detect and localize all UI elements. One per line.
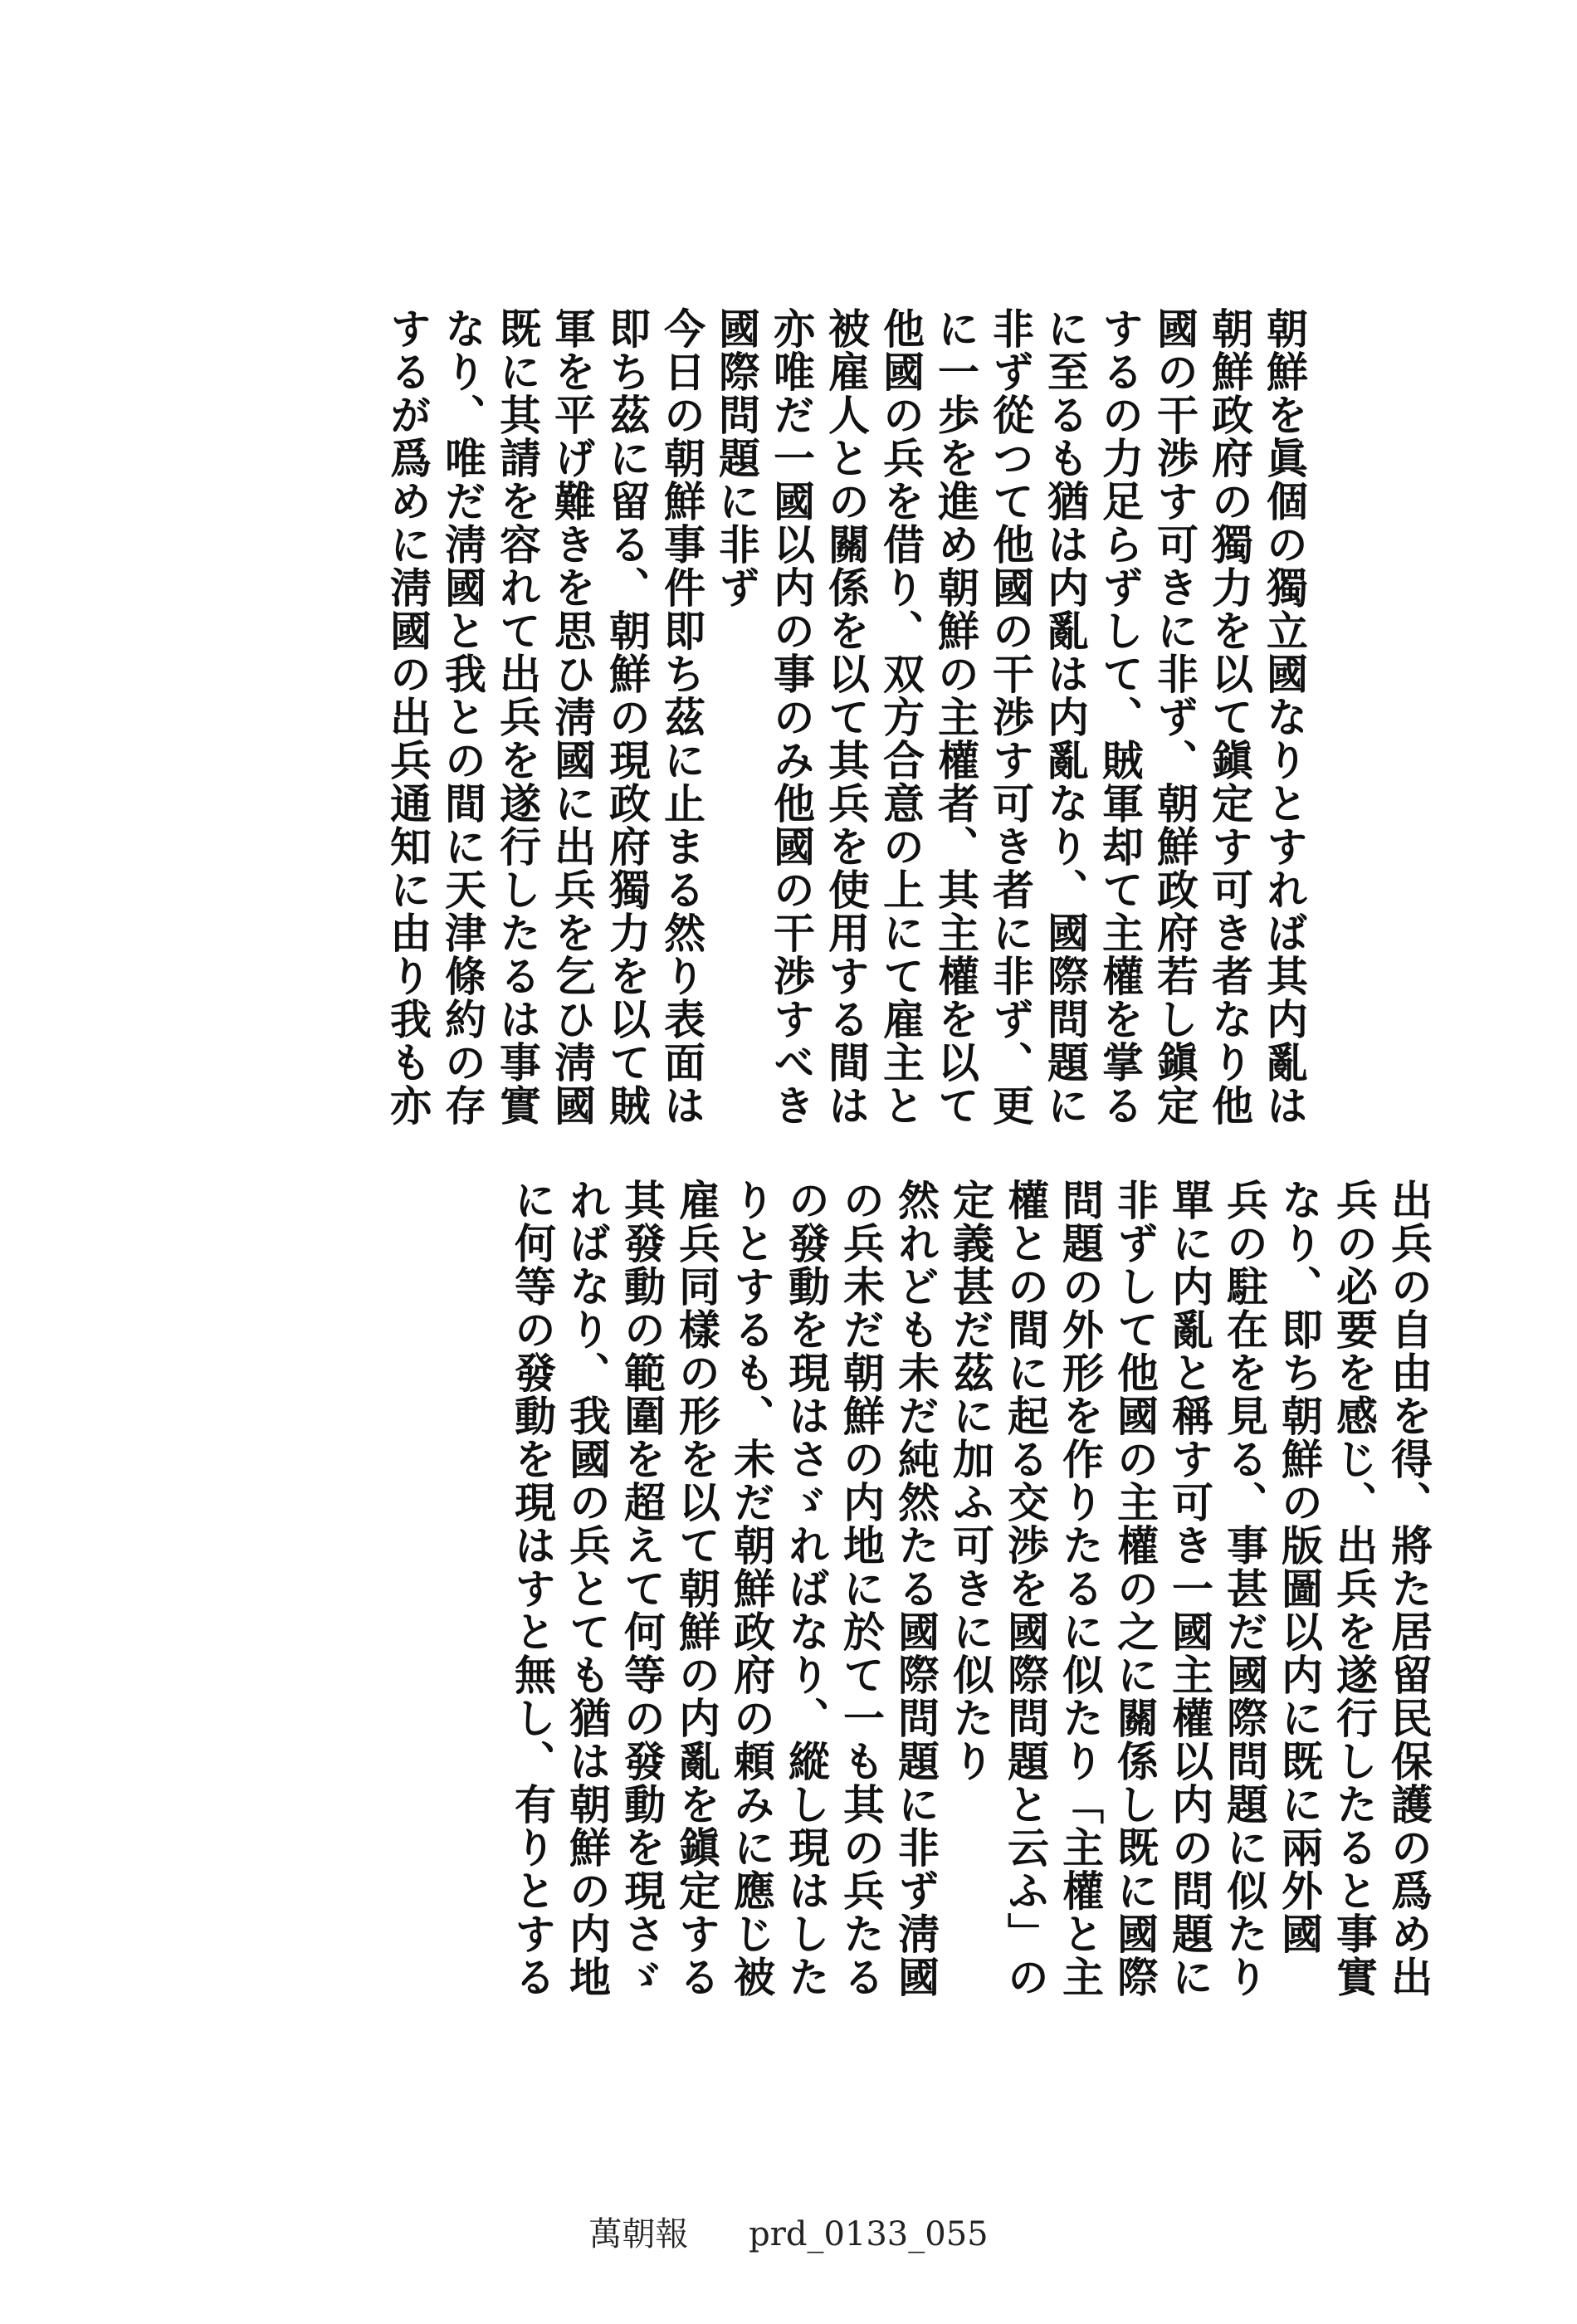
text-column: 定義甚だ茲に加ふ可きに似たり <box>946 1179 994 1783</box>
newspaper-name: 萬朝報 <box>588 2215 689 2253</box>
text-column: 亦唯だ一國以内の事のみ他國の干渉すべき <box>767 307 815 1127</box>
text-column: 然れども未だ純然たる國際問題に非ず淸國 <box>891 1179 940 1999</box>
page-identifier: prd_0133_055 <box>749 2215 989 2253</box>
text-column: 非ずして他國の主權の之に關係し既に國際 <box>1111 1179 1159 1999</box>
text-column: 單に内亂と稱す可き一國主權以内の問題に <box>1165 1179 1213 1999</box>
text-column: ればなり、我國の兵とても猶は朝鮮の内地 <box>563 1179 611 1999</box>
text-column: するが爲めに淸國の出兵通知に由り我も亦 <box>383 307 432 1127</box>
text-column: 被雇人との關係を以て其兵を使用する間は <box>822 307 870 1127</box>
text-column: 雇兵同樣の形を以て朝鮮の内亂を鎭定する <box>672 1179 720 1999</box>
text-column: なり、唯だ淸國と我との間に天津條約の存 <box>438 307 486 1127</box>
text-column: 即ち茲に留る、朝鮮の現政府獨力を以て賊 <box>603 307 651 1127</box>
text-column: 兵の必要を感じ、出兵を遂行したると事實 <box>1330 1179 1378 1999</box>
page-footer <box>0 2208 1577 2255</box>
text-column: 朝鮮を眞個の獨立國なりとすれば其内亂は <box>1260 307 1308 1127</box>
text-column: 國際問題に非ず <box>712 307 760 609</box>
text-column: に至るも猶は内亂は内亂なり、國際問題に <box>1041 307 1089 1127</box>
text-column: 問題の外形を作りたるに似たり「主權と主 <box>1056 1179 1104 1999</box>
text-column: の兵未だ朝鮮の内地に於て一も其の兵たる <box>837 1179 885 1999</box>
text-column: 他國の兵を借り、双方合意の上にて雇主と <box>876 307 925 1127</box>
text-column: 既に其請を容れて出兵を遂行したるは事實 <box>493 307 541 1127</box>
text-column: 兵の駐在を見る、事甚だ國際問題に似たり <box>1220 1179 1268 1999</box>
text-column: なり、即ち朝鮮の版圖以内に既に兩外國 <box>1275 1179 1323 1955</box>
text-column: の發動を現はさゞればなり、縱し現はした <box>782 1179 830 1999</box>
article-lower-block <box>191 1179 1436 2100</box>
article-upper-block <box>199 307 1311 1129</box>
text-column: に何等の發動を現はすと無し、有りとする <box>508 1179 556 1999</box>
text-column: 出兵の自由を得、將た居留民保護の爲め出 <box>1384 1179 1433 1999</box>
text-column: 朝鮮政府の獨力を以て鎭定す可き者なり他 <box>1205 307 1253 1127</box>
text-column: 今日の朝鮮事件即ち茲に止まる然り表面は <box>657 307 706 1127</box>
text-column: に一歩を進め朝鮮の主權者、其主權を以て <box>931 307 979 1127</box>
text-column: 其發動の範圍を超えて何等の發動を現さゞ <box>618 1179 666 1999</box>
text-column: 權との間に起る交渉を國際問題と云ふ」の <box>1001 1179 1049 1999</box>
text-column: りとするも、未だ朝鮮政府の頼みに應じ被 <box>727 1179 775 1999</box>
text-column: 國の干渉す可きに非ず、朝鮮政府若し鎭定 <box>1150 307 1199 1127</box>
text-column: 軍を平げ難きを思ひ淸國に出兵を乞ひ淸國 <box>548 307 596 1127</box>
text-column: 非ず從つて他國の干渉す可き者に非ず、更 <box>986 307 1034 1127</box>
text-column: するの力足らずして、賊軍却て主權を掌る <box>1096 307 1144 1127</box>
